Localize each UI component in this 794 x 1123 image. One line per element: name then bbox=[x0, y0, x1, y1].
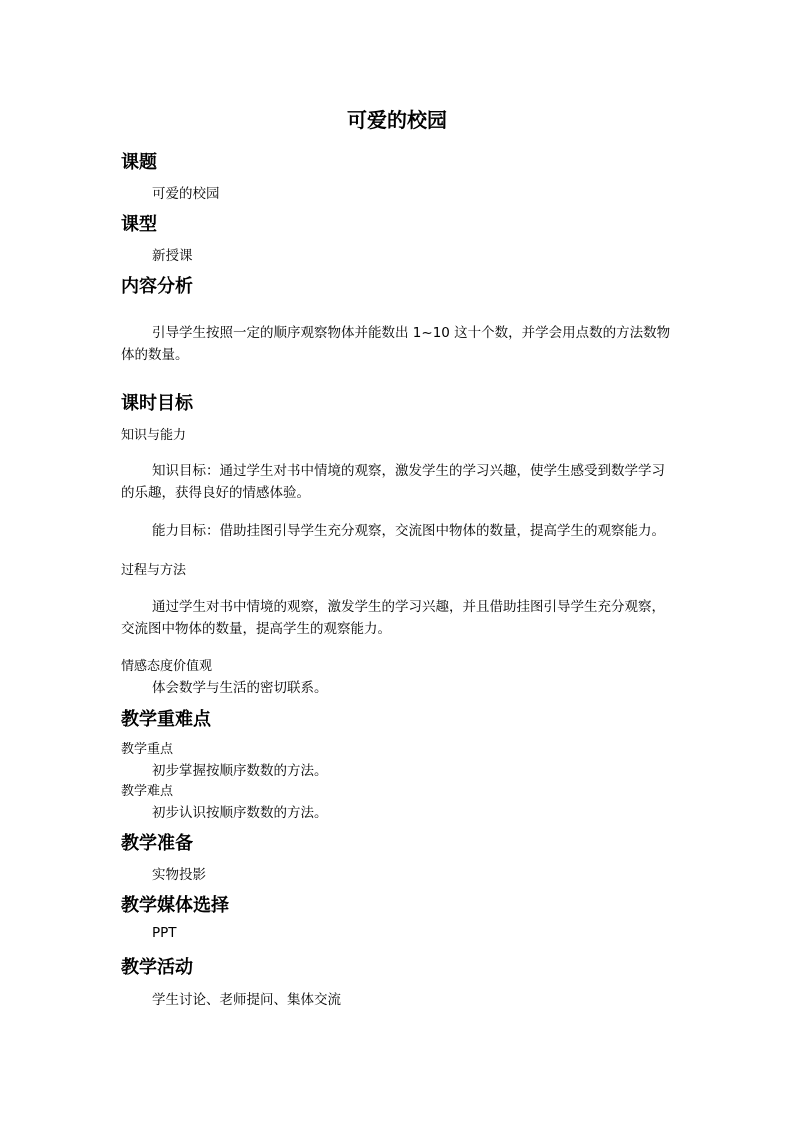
heading-analysis: 内容分析 bbox=[121, 276, 193, 297]
activity-content: 学生讨论、老师提问、集体交流 bbox=[152, 992, 341, 1008]
emotion-label: 情感态度价值观 bbox=[121, 659, 213, 674]
heading-activity: 教学活动 bbox=[121, 957, 193, 978]
focus-label: 教学重点 bbox=[121, 742, 174, 757]
difficulty-label: 教学难点 bbox=[121, 784, 174, 799]
heading-objectives: 课时目标 bbox=[121, 393, 193, 414]
heading-keypoints: 教学重难点 bbox=[121, 709, 211, 730]
process-paragraph: 通过学生对书中情境的观察，激发学生的学习兴趣，并且借助挂图引导学生充分观察，交流图中物体的数量，提高学生的观察能力。 bbox=[121, 599, 665, 637]
analysis-paragraph: 引导学生按照一定的顺序观察物体并能数出 1~10 这十个数，并学会用点数的方法数物体的数量。 bbox=[121, 325, 671, 363]
topic-content: 可爱的校园 bbox=[152, 186, 220, 202]
difficulty-content: 初步认识按顺序数数的方法。 bbox=[152, 805, 328, 821]
preparation-content: 实物投影 bbox=[152, 867, 206, 883]
knowledge-label: 知识与能力 bbox=[121, 428, 187, 443]
focus-content: 初步掌握按顺序数数的方法。 bbox=[152, 763, 328, 779]
emotion-content: 体会数学与生活的密切联系。 bbox=[152, 680, 328, 696]
document-title: 可爱的校园 bbox=[347, 108, 447, 132]
process-label: 过程与方法 bbox=[121, 563, 187, 578]
heading-type: 课型 bbox=[121, 214, 157, 235]
type-content: 新授课 bbox=[152, 248, 193, 264]
heading-media: 教学媒体选择 bbox=[121, 895, 229, 916]
knowledge-paragraph-1: 知识目标：通过学生对书中情境的观察，激发学生的学习兴趣，使学生感受到数学学习的乐趣，获得良好的情感体验。 bbox=[121, 463, 665, 501]
heading-topic: 课题 bbox=[121, 152, 157, 173]
knowledge-paragraph-2: 能力目标：借助挂图引导学生充分观察，交流图中物体的数量，提高学生的观察能力。 bbox=[152, 523, 665, 539]
media-content: PPT bbox=[152, 925, 177, 941]
heading-preparation: 教学准备 bbox=[121, 833, 193, 854]
